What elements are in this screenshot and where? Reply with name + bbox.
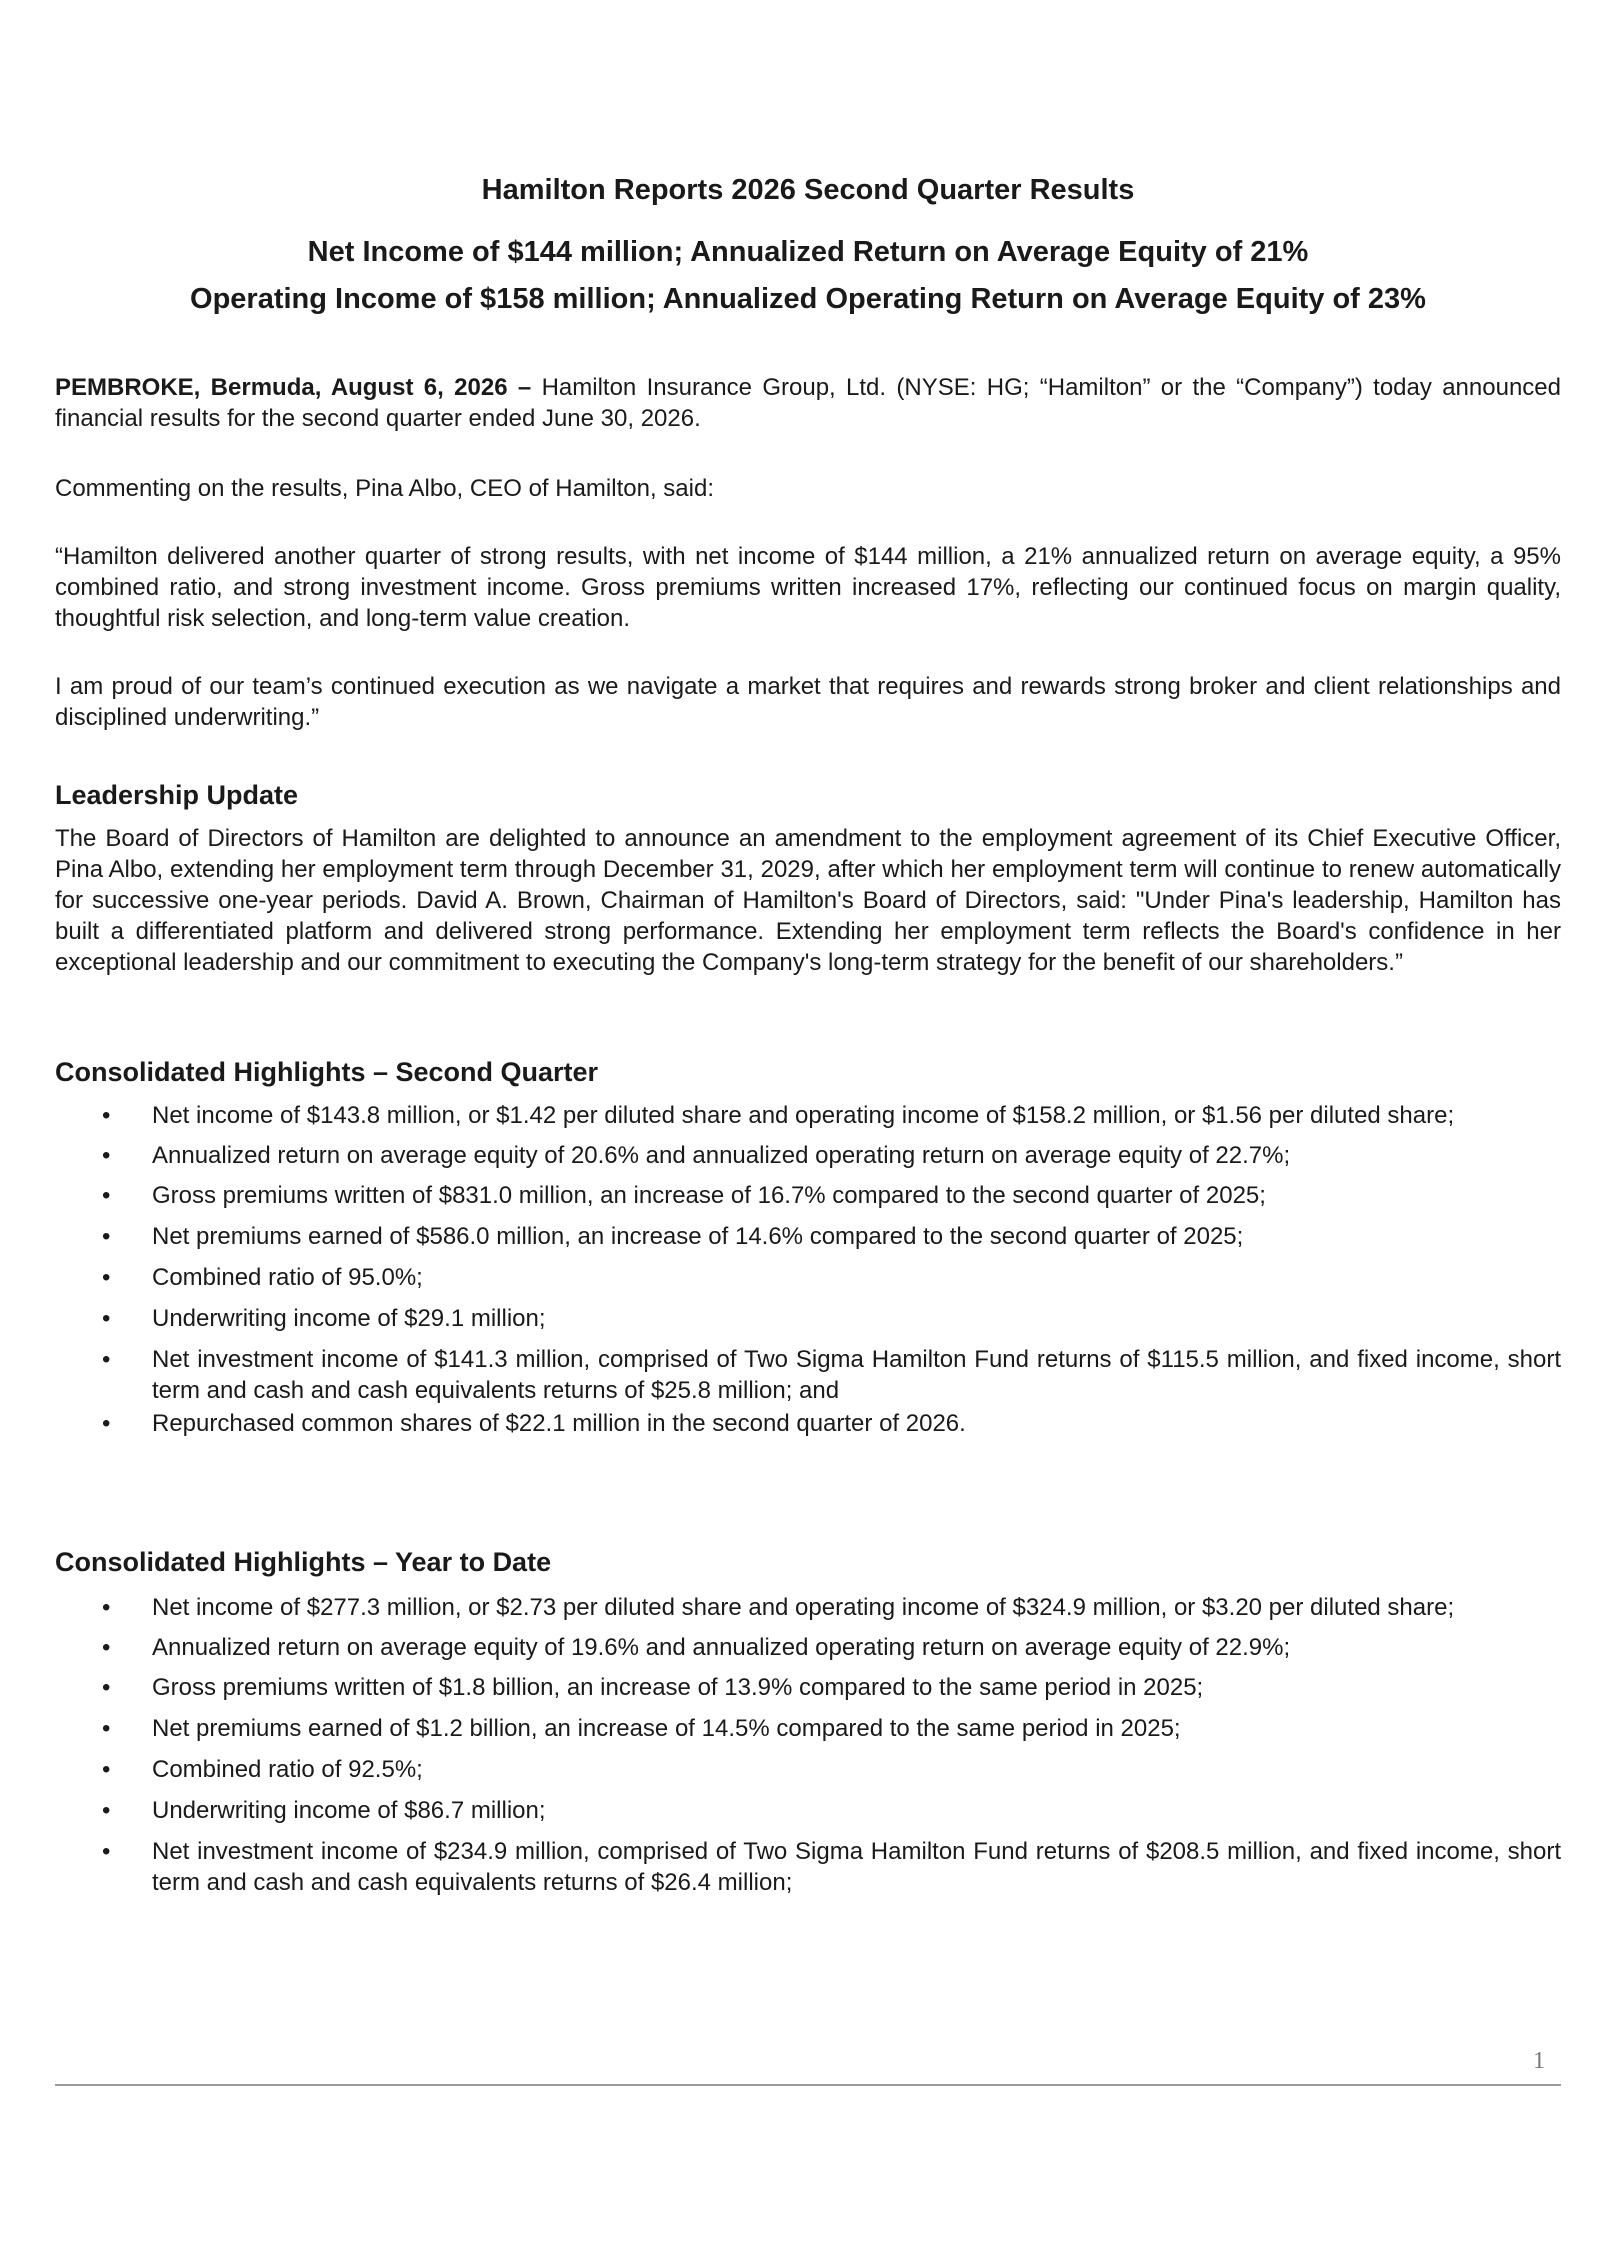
bullet-icon: • [102, 1715, 111, 1742]
highlight-text: Combined ratio of 95.0%; [152, 1264, 423, 1291]
highlight-text: Net premiums earned of $1.2 billion, an increase of 14.5% compared to the same period in 2025; [152, 1715, 1181, 1742]
ytd-highlights-heading: Consolidated Highlights – Year to Date [55, 1547, 552, 1577]
bullet-icon: • [102, 1305, 111, 1332]
highlight-item [55, 1180, 1561, 1211]
highlight-text: Gross premiums written of $1.8 billion, an increase of 13.9% compared to the same period in 2025; [152, 1674, 1204, 1701]
bullet-icon: • [102, 1142, 111, 1169]
highlight-text: Net investment income of $234.9 million, comprised of Two Sigma Hamilton Fund returns of $208.5 million, and fixed income, short term and cash and cash equivalents returns of $26.4 million; [152, 1838, 1561, 1896]
highlight-item [55, 1713, 1561, 1744]
footer-divider [55, 2084, 1561, 2086]
highlight-item [55, 1632, 1561, 1663]
highlight-text: Net income of $277.3 million, or $2.73 per diluted share and operating income of $324.9 million, or $3.20 per diluted share; [152, 1594, 1455, 1621]
highlight-text: Net premiums earned of $586.0 million, an increase of 14.6% compared to the second quarter of 2025; [152, 1223, 1244, 1250]
page-title: Hamilton Reports 2026 Second Quarter Results [481, 174, 1135, 206]
commenting-line: Commenting on the results, Pina Albo, CEO of Hamilton, said: [55, 475, 714, 502]
leadership-heading: Leadership Update [55, 780, 299, 810]
bullet-icon: • [102, 1346, 111, 1373]
bullet-icon: • [102, 1838, 111, 1865]
highlight-text: Net investment income of $141.3 million, comprised of Two Sigma Hamilton Fund returns of $115.5 million, and fixed income, short term and cash and cash equivalents returns of $25.8 million; and [152, 1346, 1561, 1404]
page-number: 1 [1533, 2048, 1545, 2074]
highlight-text: Underwriting income of $86.7 million; [152, 1797, 546, 1824]
bullet-icon: • [102, 1182, 111, 1209]
highlight-item [55, 1303, 1561, 1334]
highlight-item [55, 1140, 1561, 1171]
highlight-item [55, 1754, 1561, 1785]
subtitle-net-income: Net Income of $144 million; Annualized Return on Average Equity of 21% [307, 236, 1309, 268]
highlight-text: Annualized return on average equity of 20.6% and annualized operating return on average equity of 22.7%; [152, 1142, 1291, 1169]
highlight-item [55, 1592, 1561, 1623]
q2-highlights-heading: Consolidated Highlights – Second Quarter [55, 1057, 599, 1087]
q2-highlights-list [55, 1100, 1561, 1439]
leadership-paragraph: The Board of Directors of Hamilton are delighted to announce an amendment to the employment agreement of its Chief Executive Officer, Pina Albo, extending her employment term through December 31, 2029, after which her employment term will continue to renew automatically for successive one-year periods. David A. Brown, Chairman of Hamilton's Board of Directors, said: "Under Pina's leadership, Hamilton has built a differentiated platform and delivered strong performance. Extending her employment term reflects the Board's confidence in her exceptional leadership and our commitment to executing the Company's long-term strategy for the benefit of our shareholders.” [55, 825, 1561, 976]
highlight-item [55, 1100, 1561, 1131]
highlight-item [55, 1262, 1561, 1293]
highlight-text: Combined ratio of 92.5%; [152, 1756, 423, 1783]
highlight-item [55, 1221, 1561, 1252]
dateline-text: Hamilton Insurance Group, Ltd. (NYSE: HG; “Hamilton” or the “Company”) today announced financial results for the second quarter ended June 30, 2026. [55, 374, 1561, 432]
bullet-icon: • [102, 1264, 111, 1291]
highlight-item [55, 1408, 1561, 1439]
bullet-icon: • [102, 1797, 111, 1824]
highlight-item [55, 1836, 1561, 1898]
highlight-text: Net income of $143.8 million, or $1.42 per diluted share and operating income of $158.2 million, or $1.56 per diluted share; [152, 1102, 1455, 1129]
bullet-icon: • [102, 1410, 111, 1437]
bullet-icon: • [102, 1594, 111, 1621]
ytd-highlights-list [55, 1592, 1561, 1898]
highlight-text: Annualized return on average equity of 19.6% and annualized operating return on average equity of 22.9%; [152, 1634, 1291, 1661]
ceo-quote-paragraph-1: “Hamilton delivered another quarter of strong results, with net income of $144 million, a 21% annualized return on average equity, a 95% combined ratio, and strong investment income. Gross premiums written increased 17%, reflecting our continued focus on margin quality, thoughtful risk selection, and long-term value creation. [55, 543, 1561, 632]
highlight-item [55, 1344, 1561, 1406]
highlight-item [55, 1795, 1561, 1826]
bullet-icon: • [102, 1674, 111, 1701]
highlight-text: Underwriting income of $29.1 million; [152, 1305, 546, 1332]
dateline-paragraph [55, 372, 1561, 434]
bullet-icon: • [102, 1756, 111, 1783]
dateline-lead: PEMBROKE, Bermuda, August 6, 2026 – [55, 374, 532, 401]
bullet-icon: • [102, 1223, 111, 1250]
highlight-item [55, 1672, 1561, 1703]
subtitle-operating-income: Operating Income of $158 million; Annualized Operating Return on Average Equity of 23% [190, 283, 1426, 315]
ceo-quote-paragraph-2: I am proud of our team’s continued execution as we navigate a market that requires and rewards strong broker and client relationships and disciplined underwriting.” [55, 673, 1561, 731]
bullet-icon: • [102, 1634, 111, 1661]
bullet-icon: • [102, 1102, 111, 1129]
highlight-text: Gross premiums written of $831.0 million, an increase of 16.7% compared to the second quarter of 2025; [152, 1182, 1266, 1209]
highlight-text: Repurchased common shares of $22.1 million in the second quarter of 2026. [152, 1410, 966, 1437]
